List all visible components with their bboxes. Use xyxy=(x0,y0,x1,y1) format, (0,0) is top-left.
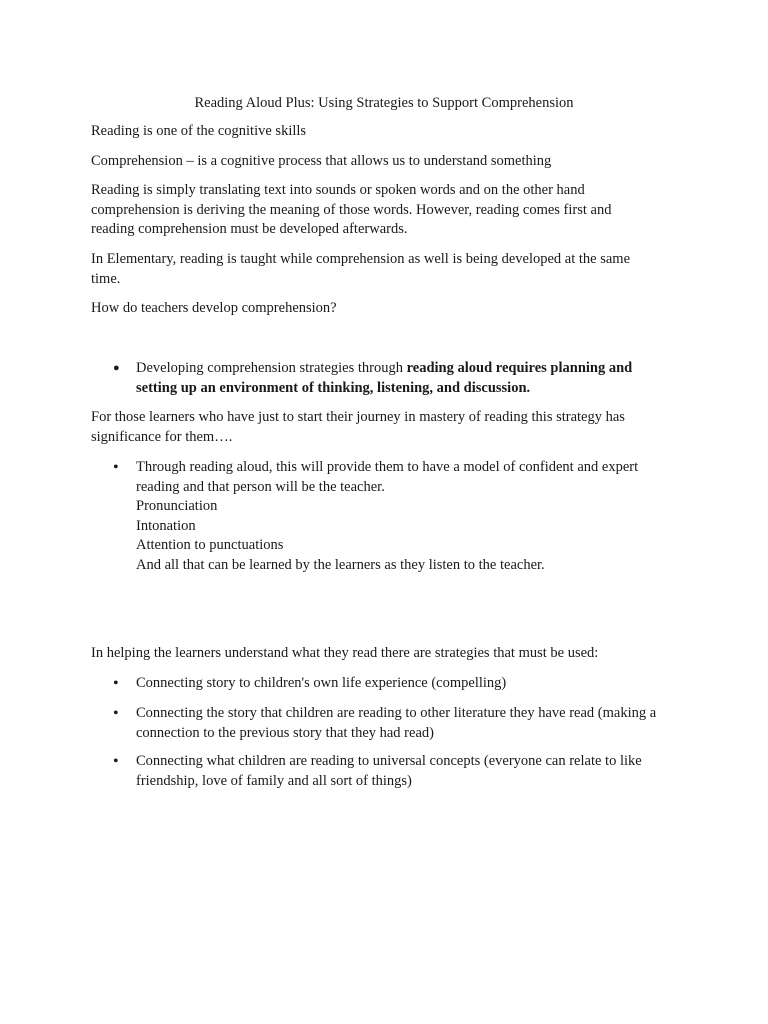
text-line: Connecting the story that children are reading to other literature they have read (making a xyxy=(136,705,657,721)
text-line: Intonation xyxy=(136,517,196,534)
list-item xyxy=(91,458,681,575)
list-item xyxy=(91,674,681,694)
text-line: For those learners who have just to start their journey in mastery of reading this strategy has xyxy=(91,409,625,425)
text-bold: reading aloud requires planning and xyxy=(406,360,633,376)
list-item xyxy=(91,359,681,398)
text-line: friendship, love of family and all sort of things) xyxy=(136,772,412,789)
bullet-icon: • xyxy=(113,753,119,770)
document-title: Reading Aloud Plus: Using Strategies to Support Comprehension xyxy=(194,95,574,111)
list-item xyxy=(91,704,681,743)
text-line: Connecting what children are reading to universal concepts (everyone can relate to like xyxy=(136,753,642,769)
text-normal: Developing comprehension strategies through xyxy=(136,360,407,376)
bullet-icon: • xyxy=(113,705,119,722)
text-line: Reading is simply translating text into sounds or spoken words and on the other hand xyxy=(91,182,585,198)
text-bold-line: setting up an environment of thinking, listening, and discussion. xyxy=(136,379,531,396)
text-line: Pronunciation xyxy=(136,498,218,514)
text-line: reading comprehension must be developed afterwards. xyxy=(91,221,408,237)
text-line: Attention to punctuations xyxy=(136,537,284,553)
paragraph-reading-skills: Reading is one of the cognitive skills xyxy=(91,123,307,139)
text-line: comprehension is deriving the meaning of those words. However, reading comes first and xyxy=(91,201,612,218)
paragraph-question: How do teachers develop comprehension? xyxy=(91,300,337,316)
text-line: reading and that person will be the teacher. xyxy=(136,478,385,495)
bullet-icon: ● xyxy=(113,362,120,374)
paragraph-elementary xyxy=(91,250,671,289)
bullet-text xyxy=(136,458,681,575)
text-line: Through reading aloud, this will provide them to have a model of confident and expert xyxy=(136,459,639,475)
bullet-text xyxy=(136,359,681,398)
paragraph-comprehension-definition: Comprehension – is a cognitive process that allows us to understand something xyxy=(91,153,552,169)
text-line: And all that can be learned by the learners as they listen to the teacher. xyxy=(136,556,545,573)
text-line xyxy=(136,359,681,379)
bullet-icon: • xyxy=(113,459,119,476)
bullet-text: Connecting story to children's own life experience (compelling) xyxy=(136,675,507,691)
text-line: In Elementary, reading is taught while comprehension as well is being developed at the same xyxy=(91,251,631,267)
paragraph-reading-vs-comprehension xyxy=(91,181,671,240)
paragraph-learners xyxy=(91,408,671,447)
text-line: time. xyxy=(91,270,121,287)
bullet-text xyxy=(136,752,681,791)
bullet-text xyxy=(136,704,681,743)
text-line: significance for them…. xyxy=(91,428,233,445)
text-line: connection to the previous story that they had read) xyxy=(136,724,434,741)
paragraph-strategies-intro: In helping the learners understand what they read there are strategies that must be used: xyxy=(91,645,599,661)
list-item xyxy=(91,752,681,791)
bullet-icon: • xyxy=(113,675,119,692)
